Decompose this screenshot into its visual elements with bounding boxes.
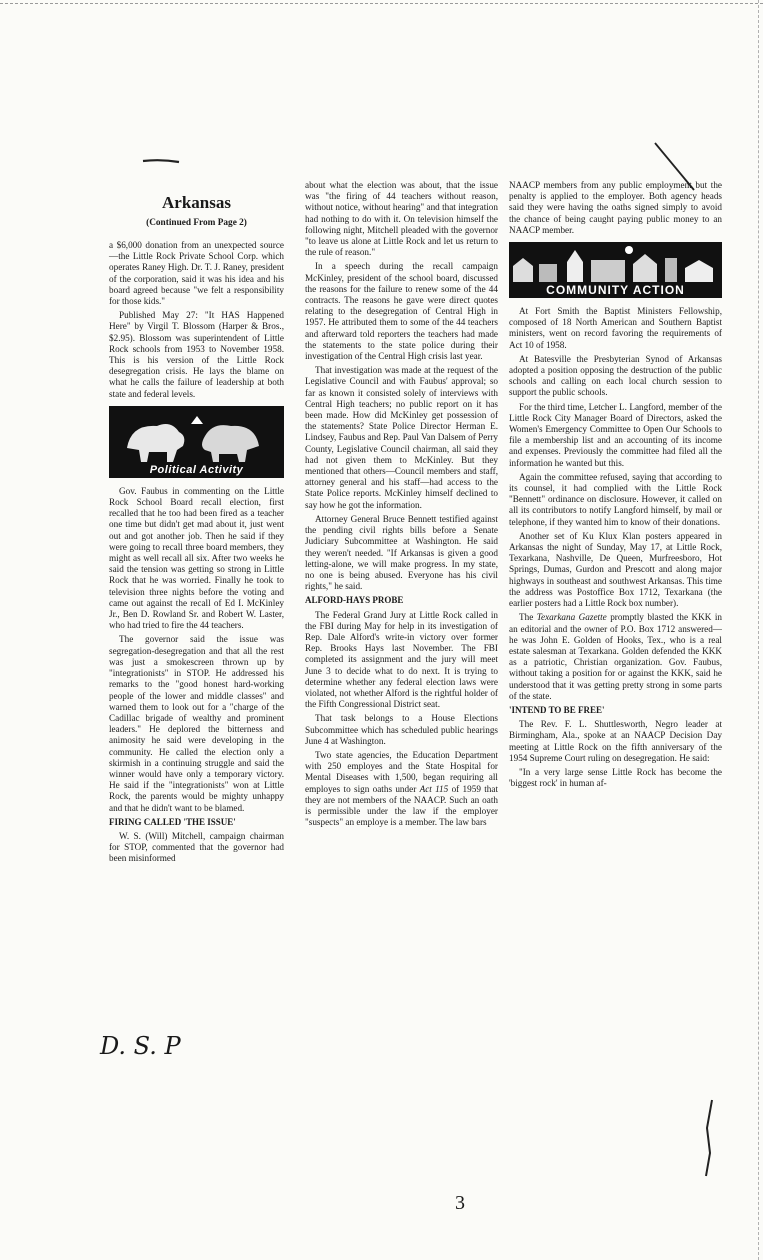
paragraph: The Federal Grand Jury at Little Rock called in the FBI during May for help in its investigation of Rep. Dale Alford's write-in victory over former Rep. Brooks Hays last November. The FBI completed its assignment and the jury will meet June 3 to decide what to do next. It is trying to determine whether any federal election laws were violated, not whether Alford is the rightful holder of the Fifth Congressional District seat. bbox=[305, 609, 498, 710]
banner-label: COMMUNITY ACTION bbox=[546, 282, 685, 297]
paragraph: The governor said the issue was segregation-desegregation and that all the rest was just a smokescreen thrown up by "integrationists" in STOP. He addressed his remarks to the "good honest hard-working people of the lower and middle classes" and warned them to look out for a "charge of the Cadillac brigade of wealthy and prominent leaders." He deplored the bitterness and animosity he said were developing in the community. He called the election only a skirmish in a continuing struggle and said the winner would have only a temporary victory. He said if the "integrationists" won at Little Rock, the parents would be mighty unhappy and that he didn't want to be blamed. bbox=[109, 634, 284, 813]
paragraph: In a speech during the recall campaign McKinley, president of the school board, discussed the reasons for the failure to renew some of the 44 contracts. The reasons he gave were direct quotes relating to the desegregation of Central High in 1957. He attributed them to some of the 44 teachers and afterward told reporters the teachers had made the statements to the state police during their investigation of the Central High crisis last year. bbox=[305, 261, 498, 362]
paragraph: For the third time, Letcher L. Langford, member of the Little Rock City Manager Board of Directors, asked the Women's Emergency Committee to Open Our Schools to file a membership list and an accounting of its income and expenses. Previously the committee had filed all the information he wanted but this. bbox=[509, 401, 722, 468]
text-run: of 1959 that they are not members of the NAACP. Such an oath is permissible under the law if the employer "suspects" an employe is a member. The law bars bbox=[305, 783, 499, 828]
paragraph: "In a very large sense Little Rock has become the 'biggest rock' in human af- bbox=[509, 766, 722, 789]
section-heading: FIRING CALLED 'THE ISSUE' bbox=[109, 816, 236, 827]
column-2 bbox=[305, 180, 498, 831]
political-activity-banner bbox=[109, 406, 284, 478]
newspaper-name: Texarkana Gazette bbox=[536, 612, 607, 623]
community-action-banner bbox=[509, 242, 722, 298]
text-run: promptly blasted the KKK in an editorial and the owner of P.O. Box 1712 answered—he was John E. Golden of Hooks, Tex., who is a real estate salesman at Texarkana. Golden defended the KKK as a patriotic, Christian organization. Gov. Faubus, without taking a position for or against the KKK, said he understood that it was getting pretty strong in some parts of the state. bbox=[509, 612, 722, 701]
paragraph bbox=[305, 750, 498, 828]
article-headline: Arkansas bbox=[162, 193, 231, 212]
paragraph: about what the election was about, that the issue was "the firing of 44 teachers without reason, without notice, without hearing" and that integration had nothing to do with it. On television himself the following night, Mitchell pleaded with the governor "to leave us alone at Little Rock and let us return to the rule of reason." bbox=[305, 180, 498, 258]
top-dashed-border bbox=[0, 3, 763, 4]
paragraph bbox=[509, 612, 722, 702]
handwritten-signature: D. S. P bbox=[100, 1032, 181, 1060]
page-number: 3 bbox=[455, 1192, 465, 1214]
paragraph: W. S. (Will) Mitchell, campaign chairman for STOP, commented that the governor had been misinformed bbox=[109, 830, 284, 864]
text-run: Two state agencies, the Education Department with 250 employes and the State Hospital for Mental Diseases with 1,500, began requiring all employes to sign oaths under bbox=[305, 749, 498, 794]
section-heading: ALFORD-HAYS PROBE bbox=[305, 595, 404, 606]
text-run: The bbox=[519, 612, 537, 623]
column-1 bbox=[109, 240, 284, 868]
paragraph: NAACP members from any public employment but the penalty is applied to the employer. Both agency heads said they were having the oaths signed simply to avoid the chance of being caught paying public money to an NAACP member. bbox=[509, 180, 722, 235]
paragraph: That investigation was made at the request of the Legislative Council and with Faubus' approval; so far as known it consisted solely of interviews with Central High teachers; no public report on it has been made. How did McKinley get possession of the statements? State Police Director Herman E. Lindsey, Faubus and Rep. Paul Van Dalsem of Perry County, Legislative Council chairman, all said they had not given them to McKinley. But they mentioned that others—Council members and staff, attorney general and his staff—had access to the State Police reports. McKinley himself declined to say how he got the information. bbox=[305, 365, 498, 510]
paragraph: Gov. Faubus in commenting on the Little Rock School Board recall election, first recalled that he too had been fired as a teacher one time but didn't get mad about it, just went out and got another job. Then he said if they were going to recall three board members, they might as well recall all six. After two weeks he said the tension was getting so strong in Little Rock that he was worried. Finally he took to television three nights before the voting and came out against the recall of Ed I. McKinley Jr., Ben D. Rowland Sr. and Robert W. Laster, who had tried to fire the 44 teachers. bbox=[109, 485, 284, 631]
paragraph: That task belongs to a House Elections Subcommittee which has scheduled public hearings June 4 at Washington. bbox=[305, 713, 498, 746]
continued-note: (Continued From Page 2) bbox=[146, 218, 247, 228]
paragraph: At Batesville the Presbyterian Synod of Arkansas adopted a position opposing the destruction of the public schools and calling on each local church session to support the public schools. bbox=[509, 353, 722, 398]
paragraph: The Rev. F. L. Shuttlesworth, Negro leader at Birmingham, Ala., spoke at an NAACP Decision Day meeting at Little Rock on the fifth anniversary of the 1954 Supreme Court ruling on desegregation. He said: bbox=[509, 719, 722, 763]
pencil-dash-mark bbox=[141, 155, 181, 167]
pencil-bracket-mark bbox=[700, 1098, 716, 1178]
section-heading: 'INTEND TO BE FREE' bbox=[509, 704, 605, 715]
paragraph: Again the committee refused, saying that according to its counsel, it had complied with the Little Rock "Bennett" ordinance on disclosure. However, it called on all its contributors to notify Langford himself, by mail or telephone, if they wanted him to know of their donations. bbox=[509, 471, 722, 527]
paragraph: Attorney General Bruce Bennett testified against the pending civil rights bills before a Senate Judiciary Subcommittee at Washington. He said they weren't needed. "If Arkansas is given a good letting-alone, we will make progress. In my state, no one is being abused. Everyone has his civil rights," he said. bbox=[305, 513, 498, 592]
act-reference: Act 115 bbox=[419, 783, 449, 794]
paragraph: a $6,000 donation from an unexpected source—the Little Rock Private School Corp. which operates Raney High. Dr. T. J. Raney, president of the corporation, said it was his idea and his board agreed because "we felt a responsibility for those kids." bbox=[109, 240, 284, 307]
column-3 bbox=[509, 180, 722, 792]
banner-label: Political Activity bbox=[149, 463, 244, 476]
paragraph: At Fort Smith the Baptist Ministers Fellowship, composed of 18 North American and Southern Baptist ministers, went on record favoring the requirements of Act 10 of 1958. bbox=[509, 306, 722, 350]
paragraph: Another set of Ku Klux Klan posters appeared in Arkansas the night of Sunday, May 17, at Little Rock, Texarkana, Nashville, De Queen, Murfreesboro, Hot Springs, Dumas, Gurdon and Prescott and along major highways in southeast and southwest Arkansas. This time the address was Postoffice Box 1712, Texarkana (the earlier posters had a Little Rock box number). bbox=[509, 530, 722, 609]
paragraph: Published May 27: "It HAS Happened Here" by Virgil T. Blossom (Harper & Bros., $2.95). Blossom was superintendent of Little Rock schools from 1953 to November 1958. This is his version of the Little Rock desegregation crisis. He lays the blame on what he calls the failure of leadership at both state and federal levels. bbox=[109, 310, 284, 399]
right-dashed-border bbox=[758, 0, 759, 1260]
